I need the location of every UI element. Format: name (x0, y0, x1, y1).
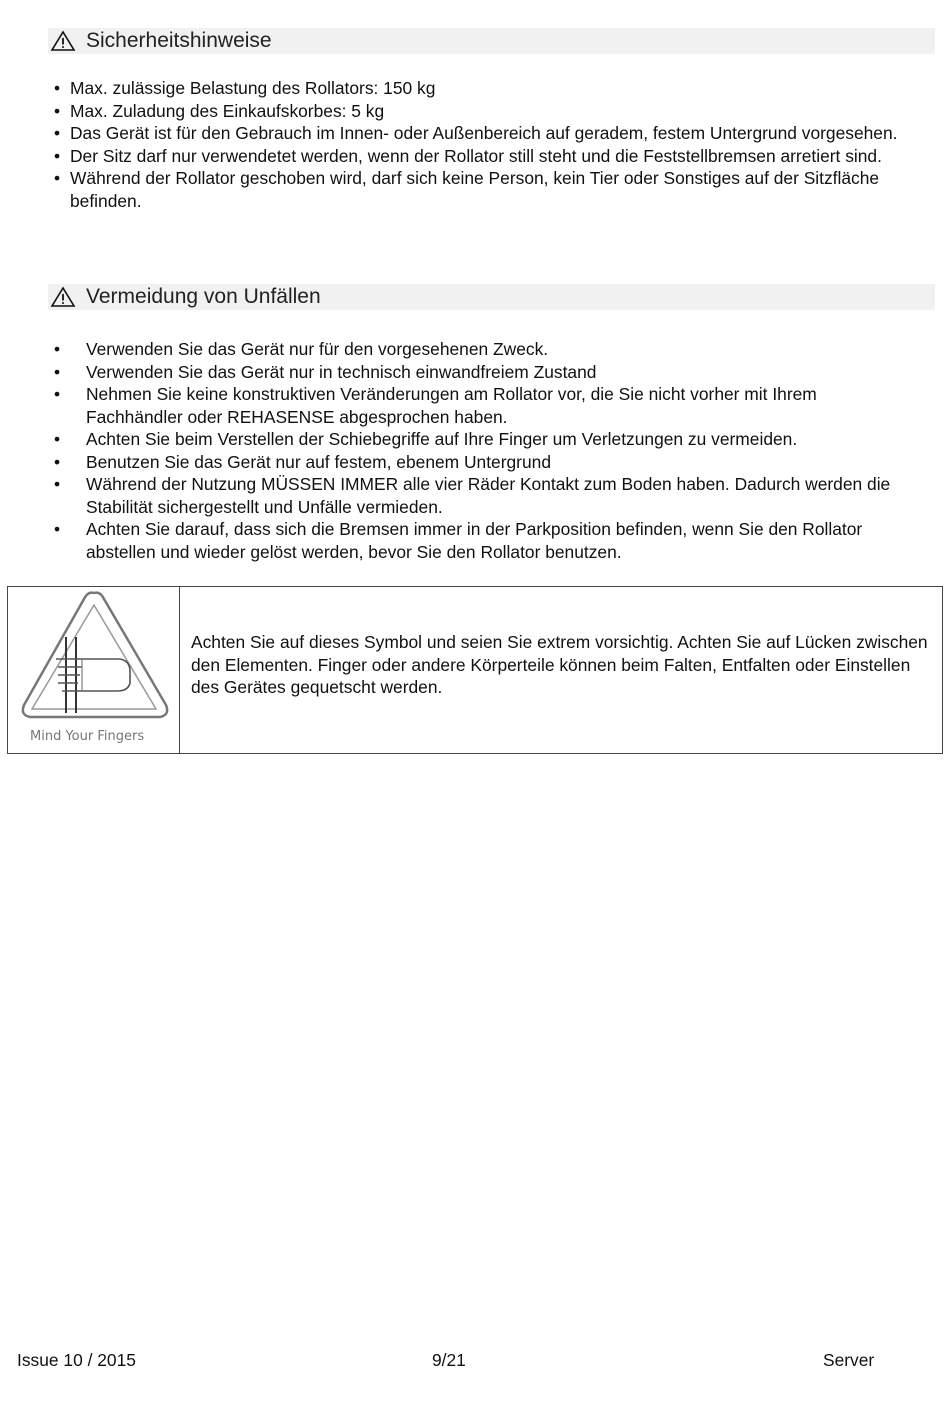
bullet-dot-icon: • (54, 168, 61, 188)
safety-list (54, 77, 930, 212)
bullet-dot-icon: • (54, 361, 61, 382)
list-item: • Während der Rollator geschoben wird, darf sich keine Person, kein Tier oder Sonstiges auf der Sitzfläche befinden. (54, 168, 880, 211)
bullet-dot-icon: • (54, 145, 61, 166)
bullet-dot-icon: • (54, 78, 61, 98)
pinch-symbol-cell (8, 587, 180, 753)
mind-your-fingers-icon (8, 587, 178, 753)
bullet-dot-icon: • (54, 339, 61, 359)
bullet-dot-icon: • (54, 123, 61, 143)
warning-triangle-icon (50, 286, 76, 308)
bullet-dot-icon: • (54, 429, 61, 449)
list-item: • Der Sitz darf nur verwendetet werden, wenn der Rollator still steht und die Feststellbremsen arretiert sind. (54, 145, 882, 166)
list-item: • Achten Sie darauf, dass sich die Bremsen immer in der Parkposition befinden, wenn Sie den Rollator abstellen und wieder gelöst werden, bevor Sie den Rollator benutzen. (54, 519, 863, 562)
list-item: • Max. Zuladung des Einkaufskorbes: 5 kg (54, 100, 385, 121)
pinch-warning-box (7, 586, 943, 754)
section-title: Vermeidung von Unfällen (86, 285, 321, 308)
bullet-dot-icon: • (54, 384, 61, 404)
list-item: • Nehmen Sie keine konstruktiven Veränderungen am Rollator vor, die Sie nicht vorher mit Ihrem Fachhändler oder REHASENSE abgesprochen haben. (54, 384, 817, 427)
bullet-dot-icon: • (54, 474, 61, 494)
symbol-caption: Mind Your Fingers (30, 729, 145, 744)
list-item: • Das Gerät ist für den Gebrauch im Innen- oder Außenbereich auf geradem, festem Untergrund vorgesehen. (54, 123, 898, 143)
bullet-dot-icon: • (54, 451, 61, 472)
list-item: • Achten Sie beim Verstellen der Schiebegriffe auf Ihre Finger um Verletzungen zu vermeiden. (54, 429, 798, 449)
pinch-warning-text: Achten Sie auf dieses Symbol und seien Sie extrem vorsichtig. Achten Sie auf Lücken zwischen den Elementen. Finger oder andere Körperteile können beim Falten, Entfalten oder Einstellen des Gerätes gequetscht werden. (191, 632, 928, 697)
accident-prevention-list (54, 338, 906, 563)
list-item: • Verwenden Sie das Gerät nur für den vorgesehenen Zweck. (54, 339, 549, 359)
list-item: • Verwenden Sie das Gerät nur in technisch einwandfreiem Zustand (54, 361, 597, 382)
bullet-dot-icon: • (54, 100, 61, 121)
section-title: Sicherheitshinweise (86, 29, 272, 52)
list-item: • Max. zulässige Belastung des Rollators: 150 kg (54, 78, 436, 98)
footer-issue: Issue 10 / 2015 (17, 1350, 136, 1370)
section-heading-safety (48, 28, 935, 54)
list-item: • Benutzen Sie das Gerät nur auf festem, ebenem Untergrund (54, 451, 551, 472)
section-heading-accident-prevention (48, 284, 935, 310)
warning-triangle-icon (50, 30, 76, 52)
footer-model: Server (823, 1350, 875, 1370)
list-item: • Während der Nutzung MÜSSEN IMMER alle vier Räder Kontakt zum Boden haben. Dadurch werden die Stabilität sichergestellt und Unfälle vermieden. (54, 474, 891, 517)
footer-page-number: 9/21 (432, 1350, 466, 1370)
bullet-dot-icon: • (54, 519, 61, 539)
